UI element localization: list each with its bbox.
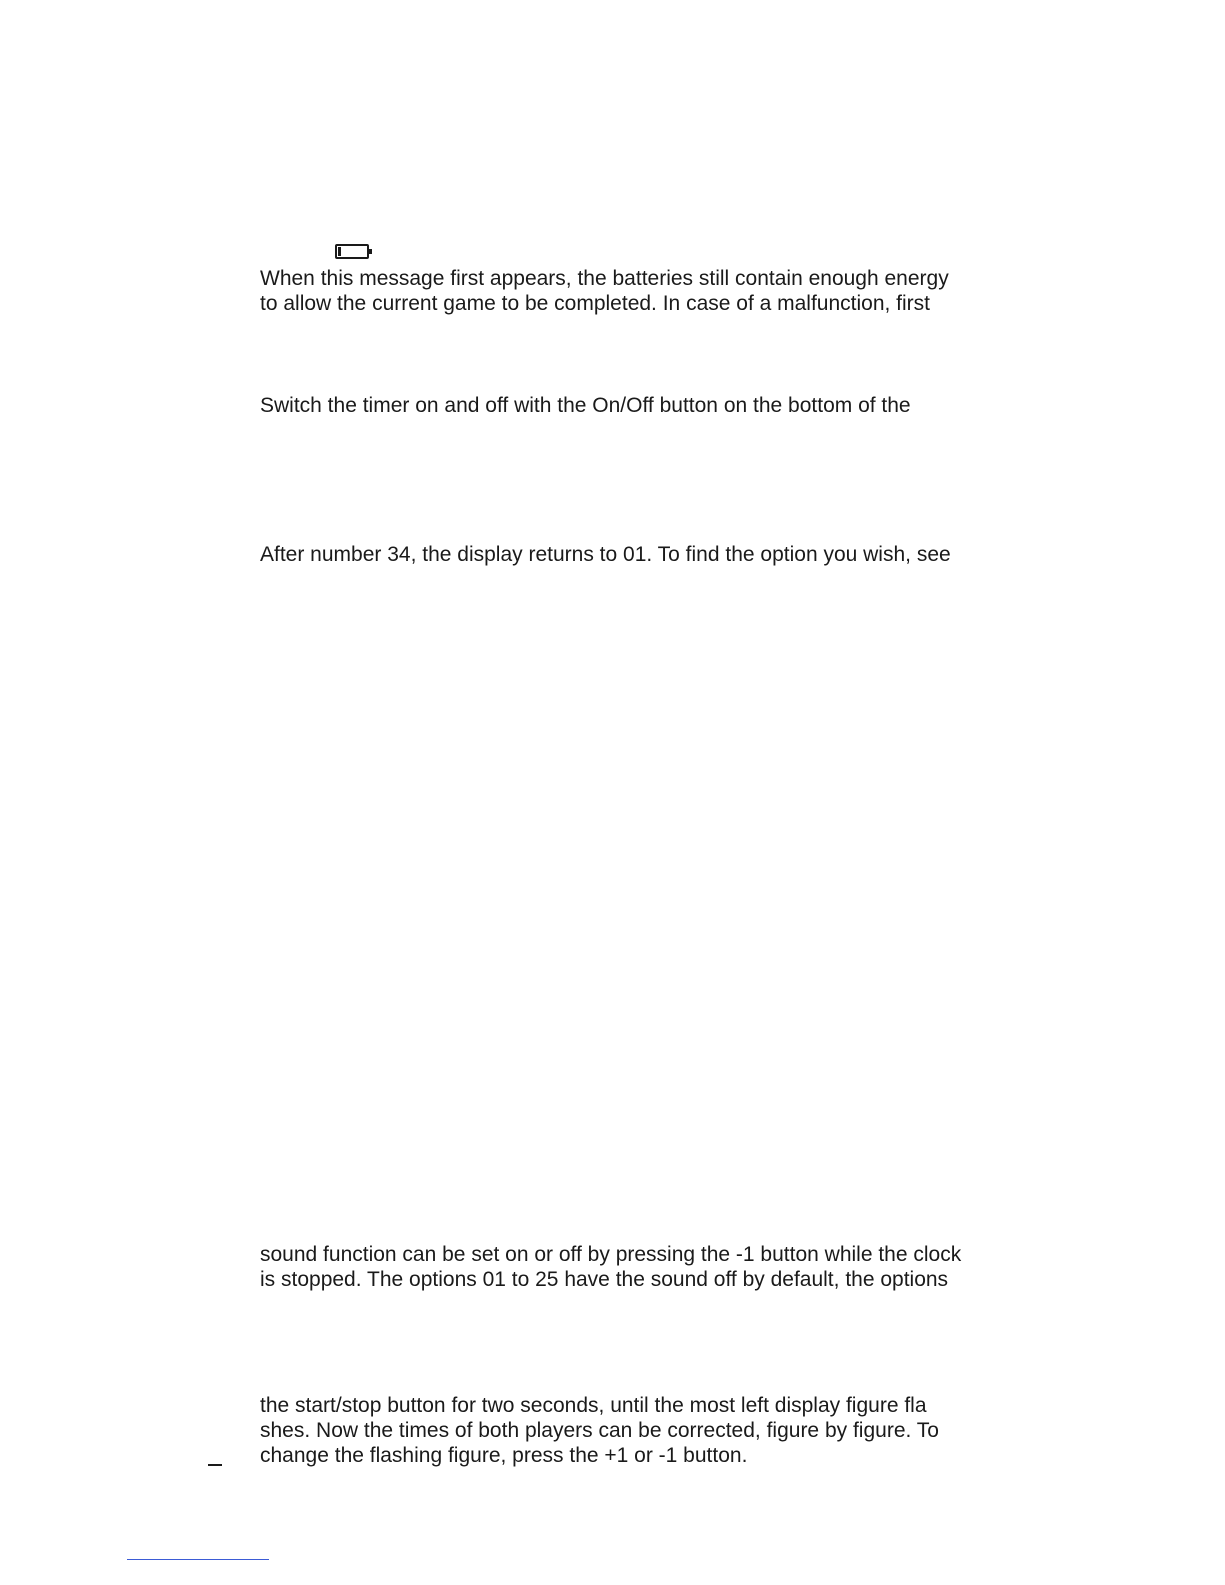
battery-terminal bbox=[369, 249, 372, 254]
battery-level-fill bbox=[338, 247, 341, 256]
battery-paragraph-line-2: to allow the current game to be completed. In case of a malfunction, first bbox=[260, 292, 931, 315]
switch-paragraph-line-1: Switch the timer on and off with the On/Off button on the bottom of the bbox=[260, 394, 911, 417]
options-paragraph-line-1: After number 34, the display returns to 01. To find the option you wish, see bbox=[260, 543, 951, 566]
low-battery-icon bbox=[335, 244, 369, 259]
correction-paragraph-line-2: shes. Now the times of both players can be corrected, figure by figure. To bbox=[260, 1419, 939, 1442]
footnote-rule bbox=[127, 1559, 269, 1560]
battery-paragraph-line-1: When this message first appears, the batteries still contain enough energy bbox=[260, 267, 949, 290]
sound-paragraph-line-2: is stopped. The options 01 to 25 have the sound off by default, the options bbox=[260, 1268, 949, 1291]
sound-paragraph-line-1: sound function can be set on or off by pressing the -1 button while the clock bbox=[260, 1243, 962, 1266]
correction-paragraph-line-1: the start/stop button for two seconds, until the most left display figure fla bbox=[260, 1394, 927, 1417]
correction-paragraph-line-3: change the flashing figure, press the +1 or -1 button. bbox=[260, 1444, 748, 1467]
margin-dash bbox=[208, 1464, 222, 1466]
